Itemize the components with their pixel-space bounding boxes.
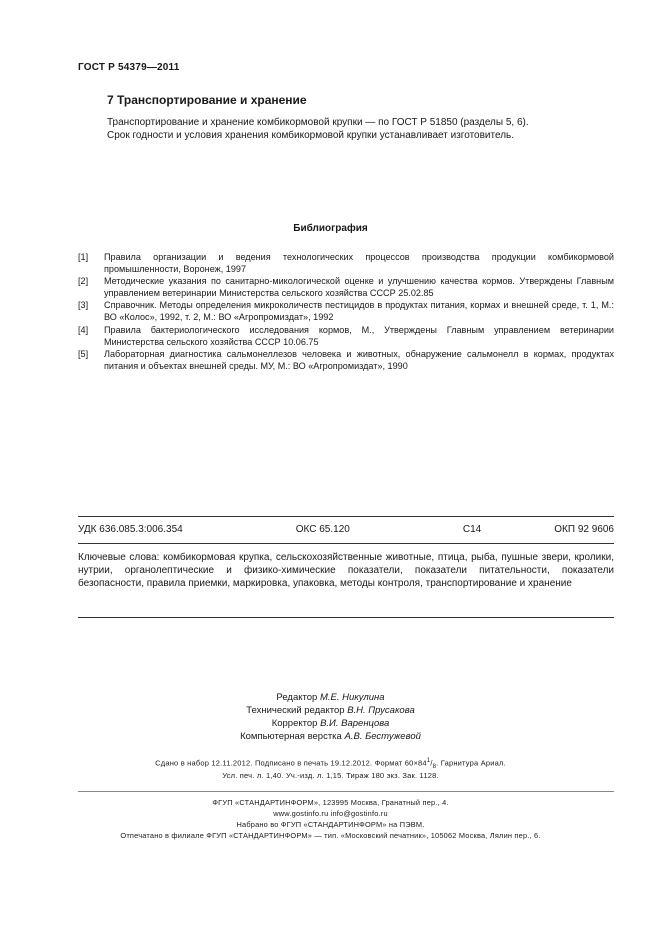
imprint-dates: Сдано в набор 12.11.2012. Подписано в печать 19.12.2012. Формат 60×84 xyxy=(155,758,427,768)
staff-role: Редактор xyxy=(276,692,318,703)
udk-code: УДК 636.085.3:006.354 xyxy=(78,524,183,535)
staff-name: М.Е. Никулина xyxy=(319,692,385,703)
staff-line-tech-editor xyxy=(0,705,661,716)
bibliography-title: Библиография xyxy=(293,223,368,234)
section-title: 7 Транспортирование и хранение xyxy=(107,93,307,107)
c-code: С14 xyxy=(462,524,482,535)
oks-code: ОКС 65.120 xyxy=(295,524,350,535)
section-paragraph-1: Транспортирование и хранение комбикормовой крупки — по ГОСТ Р 51850 (разделы 5, 6). xyxy=(107,117,529,128)
divider-middle xyxy=(78,543,614,544)
bibliography-item-number: [2] xyxy=(78,276,89,287)
imprint-line-2: Усл. печ. л. 1,40. Уч.-изд. л. 1,15. Тираж 180 экз. Зак. 1128. xyxy=(222,771,439,780)
format-fraction-numerator: 1 xyxy=(426,758,431,764)
staff-name: В.Н. Прусакова xyxy=(347,705,415,716)
bibliography-item-number: [4] xyxy=(78,324,89,335)
document-id-header: ГОСТ Р 54379—2011 xyxy=(78,62,180,73)
bibliography-item-text: Правила организации и ведения технологических процессов производства продукции комбикормовой промышленности, Воронеж, 1997 xyxy=(104,252,614,275)
divider-bottom xyxy=(78,617,614,618)
divider-publisher xyxy=(78,791,614,792)
staff-role: Корректор xyxy=(271,718,318,729)
section-paragraph-2: Срок годности и условия хранения комбикормовой крупки устанавливает изготовитель. xyxy=(107,130,515,141)
bibliography-item-number: [5] xyxy=(78,348,89,359)
imprint-line-1: Сдано в набор 12.11.2012. Подписано в печать 19.12.2012. Формат $60\times 84^1/_8$. Гарнитура Ариал. xyxy=(155,758,506,770)
bibliography-item xyxy=(78,324,614,348)
staff-name: В.И. Варенцова xyxy=(320,718,390,729)
publisher-printed: Отпечатано в филиале ФГУП «СТАНДАРТИНФОРМ» — тип. «Московский печатник», 105062 Москва, Лялин пер., 6. xyxy=(120,831,541,840)
staff-line-layout xyxy=(0,731,661,742)
publisher-typeset: Набрано во ФГУП «СТАНДАРТИНФОРМ» на ПЭВМ. xyxy=(236,820,425,829)
bibliography-item xyxy=(78,275,614,299)
staff-line-corrector xyxy=(0,718,661,729)
staff-role: Компьютерная верстка xyxy=(240,731,342,742)
bibliography-item xyxy=(78,251,614,275)
bibliography-item-text: Методические указания по санитарно-микологической оценке и улучшению качества кормов. Утверждены Главным управлением ветеринарии Министерства сельского хозяйства СССР 25.02.85 xyxy=(104,276,614,299)
bibliography-item xyxy=(78,299,614,323)
bibliography-item xyxy=(78,348,614,372)
format-fraction-denominator: 8 xyxy=(432,764,437,770)
staff-line-editor xyxy=(0,692,661,703)
classification-codes xyxy=(78,524,614,535)
publisher-address: ФГУП «СТАНДАРТИНФОРМ», 123995 Москва, Гранатный пер., 4. xyxy=(212,798,449,807)
staff-name: А.В. Бестужевой xyxy=(344,731,421,742)
bibliography-item-number: [3] xyxy=(78,300,89,311)
divider-top xyxy=(78,516,614,517)
bibliography-item-text: Справочник. Методы определения микроколичеств пестицидов в продуктах питания, кормах и внешней среде, т. 1, М.: ВО «Колос», 1992, т. 2, М.: ВО «Агропромиздат», 1992 xyxy=(104,300,614,323)
publisher-contacts: www.gostinfo.ru info@gostinfo.ru xyxy=(273,809,388,818)
okp-code: ОКП 92 9606 xyxy=(554,524,614,535)
bibliography-item-text: Правила бактериологического исследования кормов, М., Утверждены Главным управлением ветеринарии Министерства сельского хозяйства СССР 10.06.75 xyxy=(104,324,614,347)
bibliography-item-number: [1] xyxy=(78,252,89,262)
bibliography-item-text: Лабораторная диагностика сальмонеллезов человека и животных, обнаружение сальмонелл в кормах, продуктах питания и объектах внешней среды. МУ, М.: ВО «Агропромиздат», 1990 xyxy=(104,348,614,371)
keywords: Ключевые слова: комбикормовая крупка, сельскохозяйственные животные, птица, рыба, пушные звери, кролики, нутрии, органолептические и физико-химические показатели, показатели питательности, показатели безопасности, правила приемки, маркировка, упаковка, методы контроля, транспортирование и хранение xyxy=(78,552,614,589)
bibliography-list xyxy=(78,251,614,372)
imprint-font: . Гарнитура Ариал. xyxy=(436,758,506,768)
staff-role: Технический редактор xyxy=(246,705,345,716)
